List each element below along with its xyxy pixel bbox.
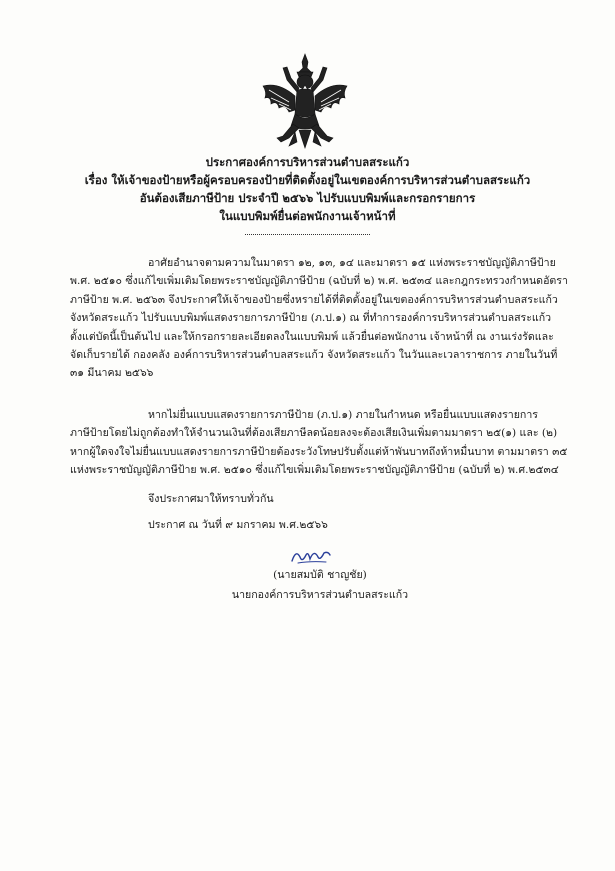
announcement-subject-line2: อันต้องเสียภาษีป้าย ประจำปี ๒๕๖๖ ไปรับแบบพิมพ์และกรอกรายการ: [139, 191, 476, 205]
paragraph-line: ภาษีป้ายโดยไม่ถูกต้องทำให้จำนวนเงินที่ต้องเสียภาษีลดน้อยลงจะต้องเสียเงินเพิ่มตามมาตรา ๒๕(๑) และ (๒): [70, 427, 558, 440]
paragraph-line: จัดเก็บรายได้ กองคลัง องค์การบริหารส่วนตำบลสระแก้ว จังหวัดสระแก้ว ในวันและเวลาราชการ ภายในวันที่: [70, 349, 558, 362]
signer-title: นายกองค์การบริหารส่วนตำบลสระแก้ว: [231, 589, 409, 601]
paragraph-line: แห่งพระราชบัญญัติภาษีป้าย พ.ศ. ๒๕๑๐ ซึ่งแก้ไขเพิ่มเติมโดยพระราชบัญญัติภาษีป้าย (ฉบับที่ ๒) พ.ศ.๒๕๓๔: [70, 464, 559, 477]
paragraph-line: ภาษีป้าย พ.ศ. ๒๕๖๓ จึงประกาศให้เจ้าของป้ายซึ่งหรายได้ที่ติดตั้งอยู่ในเขตองค์การบริหารส่วนตำบลสระแก้ว: [70, 293, 558, 306]
paragraph-line: ๓๑ มีนาคม ๒๕๖๖: [70, 367, 154, 380]
announcement-subject: เรื่อง ให้เจ้าของป้ายหรือผู้ครอบครองป้ายที่ติดตั้งอยู่ในเขตองค์การบริหารส่วนตำบลสระแก้ว: [84, 173, 531, 187]
paragraph-line: ตั้งแต่บัดนี้เป็นต้นไป และให้กรอกรายละเอียดลงในแบบพิมพ์ แล้วยื่นต่อพนักงาน เจ้าหน้าที่ ณ งานเร่งรัดและ: [70, 330, 554, 343]
announcement-subject-line3: ในแบบพิมพ์ยื่นต่อพนักงานเจ้าหน้าที่: [219, 209, 396, 223]
closing-line: จึงประกาศมาให้ทราบทั่วกัน: [148, 493, 274, 505]
signer-name: (นายสมบัติ ชาญชัย): [273, 569, 367, 581]
garuda-emblem-icon: [259, 52, 351, 150]
paragraph-line: อาศัยอำนาจตามความในมาตรา ๑๒, ๑๓, ๑๔ และมาตรา ๑๕ แห่งพระราชบัญญัติภาษีป้าย: [148, 257, 556, 269]
paragraph-line: จังหวัดสระแก้ว ไปรับแบบพิมพ์แสดงรายการภาษีป้าย (ภ.ป.๑) ณ ที่ทำการองค์การบริหารส่วนตำบลสระแก้ว: [70, 312, 552, 325]
announcement-title: ประกาศองค์การบริหารส่วนตำบลสระแก้ว: [205, 155, 410, 169]
announcement-date: [70, 516, 570, 534]
paragraph-line: หากผู้ใดจงใจไม่ยื่นแบบแสดงรายการภาษีป้ายต้องระวังโทษปรับตั้งแต่ห้าพันบาทถึงห้าหมื่นบาท ตามมาตรา ๓๕: [70, 445, 568, 458]
date-line: ประกาศ ณ วันที่ ๙ มกราคม พ.ศ.๒๕๖๖: [148, 519, 328, 531]
closing-statement: [70, 490, 570, 508]
body-paragraph-1: [70, 254, 570, 383]
paragraph-line: หากไม่ยื่นแบบแสดงรายการภาษีป้าย (ภ.ป.๑) ภายในกำหนด หรือยื่นแบบแสดงรายการ: [148, 409, 538, 421]
paragraph-line: พ.ศ. ๒๕๑๐ ซึ่งแก้ไขเพิ่มเติมโดยพระราชบัญญัติภาษีป้าย (ฉบับที่ ๒) พ.ศ. ๒๕๓๔ และกฎกระทรวงกำหนดอัตรา: [70, 275, 568, 288]
body-paragraph-2: [70, 406, 570, 480]
heading-divider: [245, 234, 370, 235]
